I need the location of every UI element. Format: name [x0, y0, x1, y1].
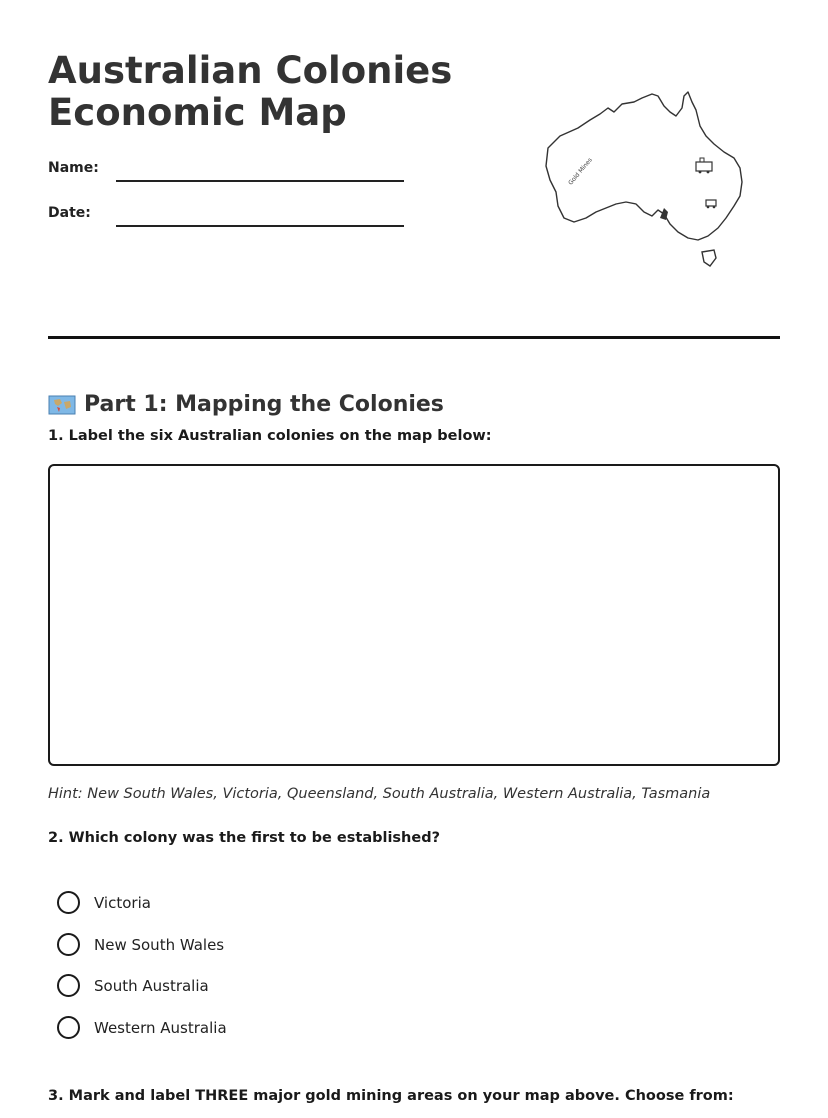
radio-button[interactable] [57, 1016, 80, 1039]
radio-button[interactable] [57, 933, 80, 956]
option-label: New South Wales [94, 935, 225, 954]
world-map-icon [48, 394, 76, 416]
option-south-australia[interactable] [57, 974, 209, 997]
colony-hint: Hint: New South Wales, Victoria, Queensland, South Australia, Western Australia, Tasmania [48, 786, 711, 802]
gold-mines-label: Gold Mines [567, 156, 594, 187]
worksheet-title [48, 50, 488, 134]
date-field[interactable] [116, 225, 404, 227]
title-line-2: Economic Map [48, 91, 347, 134]
option-label: Victoria [94, 893, 151, 912]
date-label: Date: [48, 205, 91, 221]
australia-map-icon [530, 86, 750, 271]
option-label: Western Australia [94, 1018, 227, 1037]
question-2: 2. Which colony was the first to be established? [48, 830, 440, 846]
part1-heading [48, 392, 444, 417]
train-icon [696, 158, 712, 173]
map-answer-box[interactable] [48, 464, 780, 766]
part1-title: Part 1: Mapping the Colonies [84, 392, 444, 418]
name-label: Name: [48, 160, 99, 176]
question-3: 3. Mark and label THREE major gold mining areas on your map above. Choose from: [48, 1088, 734, 1104]
title-line-1: Australian Colonies [48, 49, 453, 92]
radio-button[interactable] [57, 974, 80, 997]
section-divider [48, 336, 780, 339]
cart-icon [706, 200, 716, 208]
option-western-australia[interactable] [57, 1016, 227, 1039]
question-1: 1. Label the six Australian colonies on the map below: [48, 428, 492, 444]
option-label: South Australia [94, 976, 209, 995]
option-victoria[interactable] [57, 891, 151, 914]
option-new-south-wales[interactable] [57, 933, 224, 956]
name-field[interactable] [116, 180, 404, 182]
radio-button[interactable] [57, 891, 80, 914]
